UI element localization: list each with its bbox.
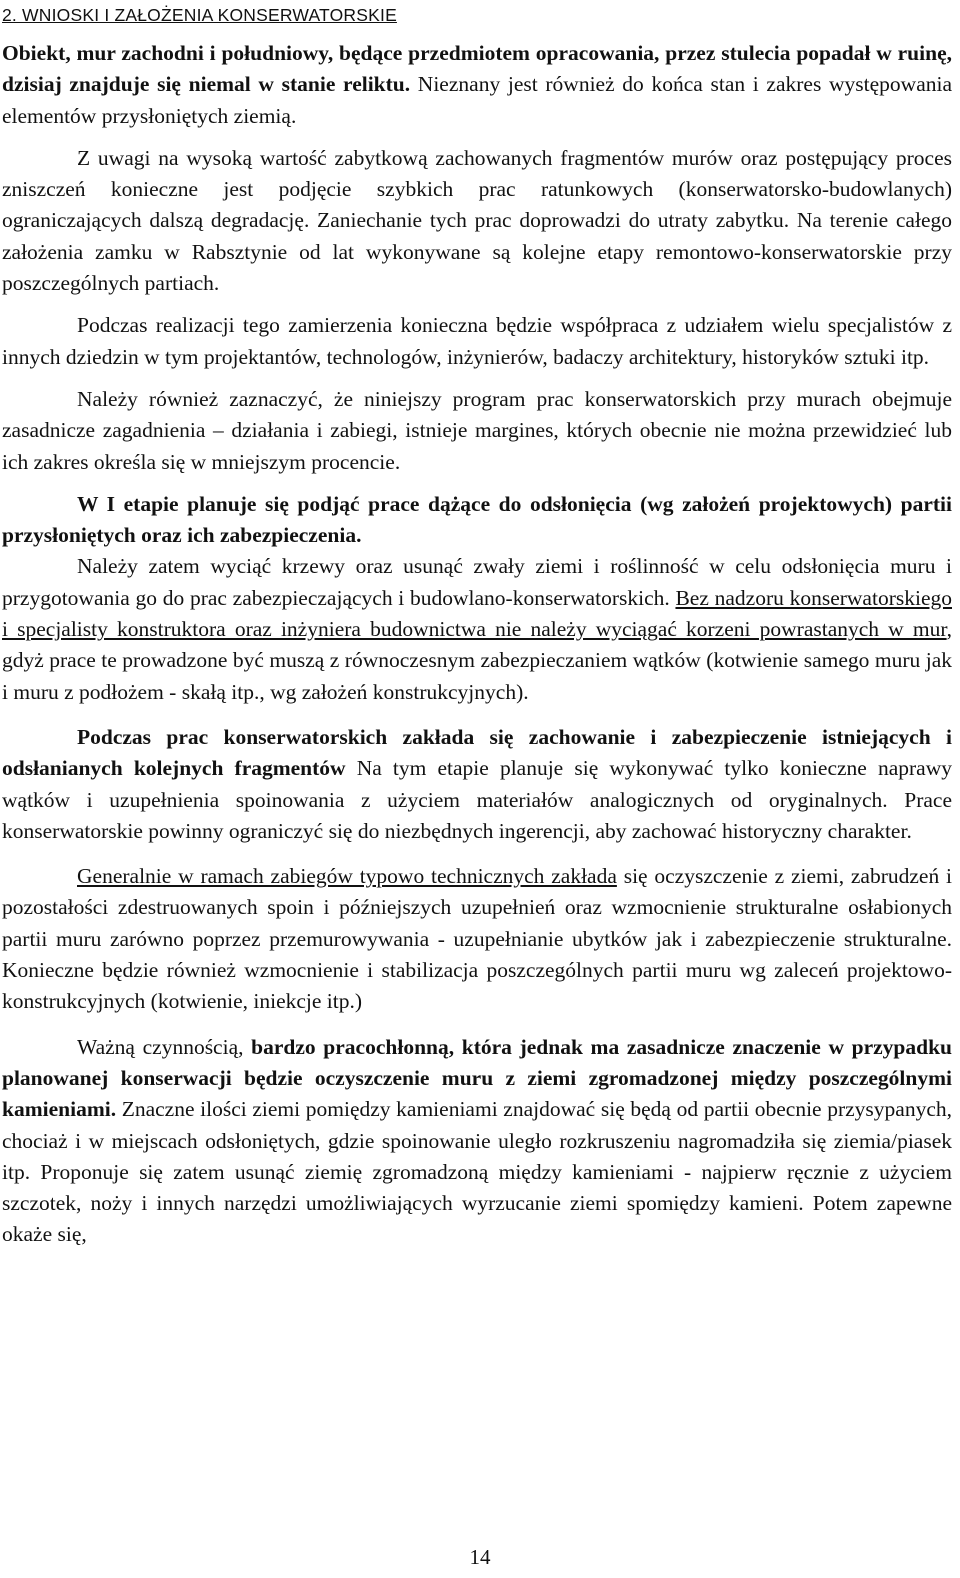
paragraph-9 — [2, 1032, 952, 1251]
page-number: 14 — [469, 1545, 491, 1569]
paragraph-6-text-2: , gdyż prace te prowadzone być muszą z równoczesnym zabezpieczaniem wątków (kotwienie samego muru jak i muru z podłożem - skałą itp., wg założeń konstrukcyjnych). — [2, 617, 952, 704]
paragraph-5 — [2, 489, 952, 552]
paragraph-6 — [2, 551, 952, 707]
paragraph-4 — [2, 384, 952, 478]
paragraph-7-text: Na tym etapie planuje się wykonywać tylko konieczne naprawy wątków i uzupełnienia spoinowania z użyciem materiałów analogicznych od oryginalnych. Prace konserwatorskie powinny ograniczyć się do niezbędnych ingerencji, aby zachować historyczny charakter. — [2, 756, 953, 843]
paragraph-3-text: Podczas realizacji tego zamierzenia konieczna będzie współpraca z udziałem wielu specjalistów z innych dziedzin w tym projektantów, technologów, inżynierów, badaczy architektury, historyków sztuki itp. — [2, 313, 952, 369]
paragraph-6-text-1: Należy zatem wyciąć krzewy oraz usunąć zwały ziemi i roślinność w celu odsłonięcia muru i przygotowania go do prac zabezpieczających i budowlano-konserwatorskich. — [2, 554, 952, 610]
paragraph-1 — [2, 38, 952, 132]
paragraph-6-underlined: Bez nadzoru konserwatorskiego i specjalisty konstruktora oraz inżyniera budownictwa nie należy wyciągać korzeni powrastanych w mur — [2, 585, 952, 642]
paragraph-4-text: Należy również zaznaczyć, że niniejszy program prac konserwatorskich przy murach obejmuje zasadnicze zagadnienia – działania i zabiegi, istnieje margines, których obecnie nie można przewidzieć lub ich zakres określa się w mniejszym procencie. — [2, 386, 952, 474]
paragraph-3 — [2, 310, 952, 373]
paragraph-8 — [2, 861, 952, 1017]
paragraph-7-bold: Podczas prac konserwatorskich zakłada się zachowanie i zabezpieczenie istniejących i odsłanianych kolejnych fragmentów — [2, 724, 952, 781]
paragraph-7 — [2, 722, 952, 847]
paragraph-9-text-1: Ważną czynnością, — [77, 1034, 252, 1059]
paragraph-8-underlined: Generalnie w ramach zabiegów typowo technicznych zakłada — [77, 864, 617, 889]
paragraph-1-text: Nieznany jest również do końca stan i zakres występowania elementów przysłoniętych ziemią. — [2, 72, 952, 128]
paragraph-9-text-2: Znaczne ilości ziemi pomiędzy kamieniami znajdować się będą od partii obecnie przysypanych, chociaż i w miejscach odsłoniętych, gdzie spoinowanie uległo rozkruszeniu nagromadziła się ziemia/piasek itp. Proponuje się zatem usunąć ziemię zgromadzoną między kamieniami - najpierw ręcznie z użyciem szczotek, noży i innych narzędzi umożliwiających wyrzucanie ziemi spomiędzy kamieni. Potem zapewne okaże się, — [2, 1097, 952, 1247]
paragraph-9-bold: bardzo pracochłonną, która jednak ma zasadnicze znaczenie w przypadku planowanej konserwacji będzie oczyszczenie muru z ziemi zgromadzonej między poszczególnymi kamieniami. — [2, 1034, 953, 1122]
paragraph-5-bold: W I etapie planuje się podjąć prace dążące do odsłonięcia (wg założeń projektowych) partii przysłoniętych oraz ich zabezpieczenia. — [2, 491, 952, 548]
section-heading: 2. WNIOSKI I ZAŁOŻENIA KONSERWATORSKIE — [2, 5, 397, 25]
paragraph-2-text: Z uwagi na wysoką wartość zabytkową zachowanych fragmentów murów oraz postępujący proces zniszczeń konieczne jest podjęcie szybkich prac ratunkowych (konserwatorsko-budowlanych) ograniczających dalszą degradację. Zaniechanie tych prac doprowadzi do utraty zabytku. Na terenie całego założenia zamku w Rabsztynie od lat wykonywane są kolejne etapy remontowo-konserwatorskie przy poszczególnych partiach. — [2, 145, 952, 296]
paragraph-8-text: się oczyszczenie z ziemi, zabrudzeń i pozostałości zdestruowanych spoin i późniejszych uzupełnień oraz wzmocnienie strukturalne osłabionych partii muru zarówno poprzez przemurowywania - uzupełnianie ubytków jak i zabezpieczenie strukturalne. Konieczne będzie również wzmocnienie i stabilizacja poszczególnych partii muru wg zaleceń projektowo-konstrukcyjnych (kotwienie, iniekcje itp.) — [2, 864, 952, 1014]
paragraph-1-bold: Obiekt, mur zachodni i południowy, będące przedmiotem opracowania, przez stulecia popadał w ruinę, dzisiaj znajduje się niemal w stanie reliktu. — [2, 41, 952, 97]
paragraph-2 — [2, 143, 952, 299]
